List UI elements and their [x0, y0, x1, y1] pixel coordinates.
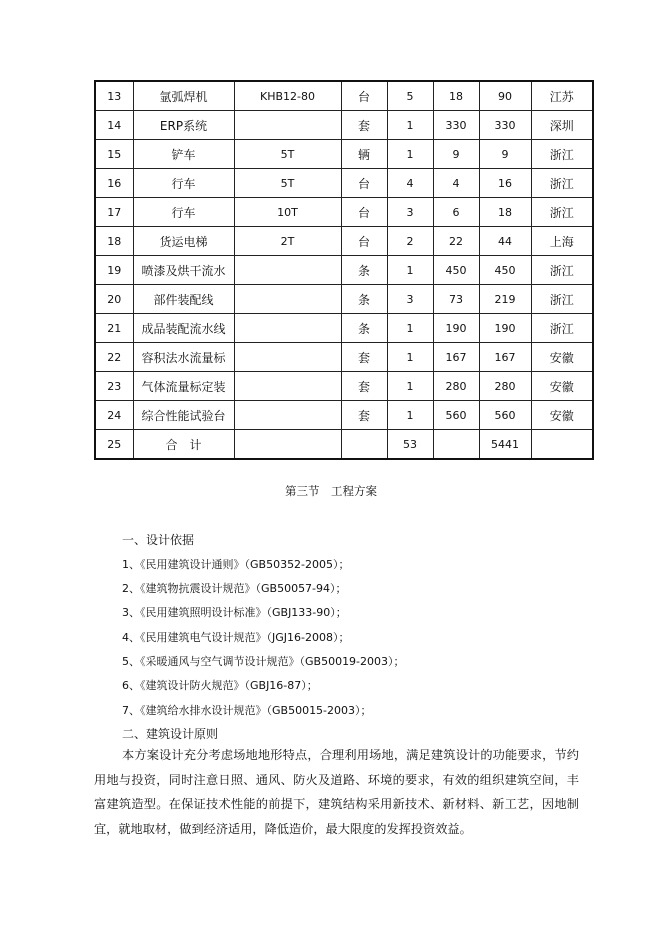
unit-cell: 套: [341, 343, 387, 372]
table-row: [95, 227, 593, 256]
unit-cell: 套: [341, 401, 387, 430]
unit-price-cell: 167: [433, 343, 479, 372]
spec-cell: [234, 285, 341, 314]
origin-cell: 浙江: [531, 140, 593, 169]
quantity-cell: 1: [387, 140, 433, 169]
unit-price-cell: 9: [433, 140, 479, 169]
row-number-cell: 15: [95, 140, 133, 169]
total-price-cell: 330: [479, 111, 531, 140]
table-row: [95, 343, 593, 372]
table-row: [95, 111, 593, 140]
spec-cell: [234, 343, 341, 372]
total-price-cell: 5441: [479, 430, 531, 460]
total-price-cell: 219: [479, 285, 531, 314]
equipment-name-cell: 综合性能试验台: [133, 401, 234, 430]
design-principle-heading: 二、建筑设计原则: [122, 727, 219, 741]
total-price-cell: 9: [479, 140, 531, 169]
unit-price-cell: 330: [433, 111, 479, 140]
unit-cell: 台: [341, 198, 387, 227]
unit-cell: 台: [341, 227, 387, 256]
total-price-cell: 90: [479, 81, 531, 111]
reference-item: 5、《采暖通风与空气调节设计规范》（GB50019-2003）；: [122, 655, 405, 668]
origin-cell: 浙江: [531, 198, 593, 227]
equipment-name-cell: 气体流量标定装: [133, 372, 234, 401]
unit-price-cell: 22: [433, 227, 479, 256]
reference-item: 4、《民用建筑电气设计规范》（JGJ16-2008）；: [122, 631, 350, 644]
spec-cell: 2T: [234, 227, 341, 256]
spec-cell: KHB12-80: [234, 81, 341, 111]
quantity-cell: 1: [387, 111, 433, 140]
total-price-cell: 167: [479, 343, 531, 372]
unit-price-cell: 280: [433, 372, 479, 401]
origin-cell: 浙江: [531, 169, 593, 198]
spec-cell: [234, 430, 341, 460]
spec-cell: 5T: [234, 140, 341, 169]
quantity-cell: 1: [387, 372, 433, 401]
row-number-cell: 14: [95, 111, 133, 140]
spec-cell: [234, 111, 341, 140]
origin-cell: 安徽: [531, 372, 593, 401]
unit-price-cell: [433, 430, 479, 460]
equipment-name-cell: 容积法水流量标: [133, 343, 234, 372]
quantity-cell: 1: [387, 401, 433, 430]
design-basis-heading: 一、设计依据: [122, 533, 195, 547]
table-row: [95, 314, 593, 343]
table-row: [95, 81, 593, 111]
unit-cell: [341, 430, 387, 460]
quantity-cell: 3: [387, 198, 433, 227]
unit-price-cell: 18: [433, 81, 479, 111]
row-number-cell: 23: [95, 372, 133, 401]
equipment-name-cell: 行车: [133, 169, 234, 198]
unit-price-cell: 73: [433, 285, 479, 314]
origin-cell: [531, 430, 593, 460]
origin-cell: 深圳: [531, 111, 593, 140]
unit-cell: 辆: [341, 140, 387, 169]
equipment-name-cell: 行车: [133, 198, 234, 227]
origin-cell: 安徽: [531, 343, 593, 372]
row-number-cell: 24: [95, 401, 133, 430]
spec-cell: [234, 256, 341, 285]
row-number-cell: 25: [95, 430, 133, 460]
quantity-cell: 4: [387, 169, 433, 198]
reference-item: 1、《民用建筑设计通则》（GB50352-2005）；: [122, 558, 350, 571]
total-price-cell: 280: [479, 372, 531, 401]
unit-cell: 条: [341, 256, 387, 285]
unit-price-cell: 560: [433, 401, 479, 430]
total-price-cell: 560: [479, 401, 531, 430]
quantity-cell: 3: [387, 285, 433, 314]
quantity-cell: 1: [387, 343, 433, 372]
equipment-name-cell: 成品装配流水线: [133, 314, 234, 343]
origin-cell: 浙江: [531, 256, 593, 285]
row-number-cell: 22: [95, 343, 133, 372]
origin-cell: 安徽: [531, 401, 593, 430]
table-row: [95, 285, 593, 314]
equipment-name-cell: 氩弧焊机: [133, 81, 234, 111]
design-principle-paragraph: 本方案设计充分考虑场地地形特点，合理利用场地，满足建筑设计的功能要求，节约用地与投资，同时注意日照、通风、防火及道路、环境的要求，有效的组织建筑空间，丰富建筑造型。在保证技术性能的前提下，建筑结构采用新技术、新材料、新工艺，因地制宜，就地取材，做到经济适用，降低造价，最大限度的发挥投资效益。: [94, 748, 579, 836]
section-title: 第三节 工程方案: [285, 484, 377, 498]
equipment-name-cell: ERP系统: [133, 111, 234, 140]
total-price-cell: 18: [479, 198, 531, 227]
equipment-name-cell: 铲车: [133, 140, 234, 169]
equipment-name-cell: 货运电梯: [133, 227, 234, 256]
reference-item: 2、《建筑物抗震设计规范》（GB50057-94）；: [122, 582, 347, 595]
spec-cell: 10T: [234, 198, 341, 227]
table-row: [95, 198, 593, 227]
unit-cell: 套: [341, 372, 387, 401]
equipment-name-cell: 部件装配线: [133, 285, 234, 314]
table-row: [95, 401, 593, 430]
row-number-cell: 21: [95, 314, 133, 343]
row-number-cell: 13: [95, 81, 133, 111]
equipment-name-cell: 喷漆及烘干流水: [133, 256, 234, 285]
table-row: [95, 430, 593, 460]
spec-cell: [234, 401, 341, 430]
origin-cell: 江苏: [531, 81, 593, 111]
total-price-cell: 190: [479, 314, 531, 343]
origin-cell: 浙江: [531, 314, 593, 343]
spec-cell: [234, 314, 341, 343]
equipment-table: [94, 80, 594, 460]
unit-price-cell: 4: [433, 169, 479, 198]
row-number-cell: 18: [95, 227, 133, 256]
unit-cell: 条: [341, 314, 387, 343]
origin-cell: 上海: [531, 227, 593, 256]
quantity-cell: 1: [387, 256, 433, 285]
unit-cell: 台: [341, 81, 387, 111]
unit-price-cell: 450: [433, 256, 479, 285]
unit-cell: 套: [341, 111, 387, 140]
spec-cell: [234, 372, 341, 401]
row-number-cell: 19: [95, 256, 133, 285]
reference-item: 3、《民用建筑照明设计标准》（GBJ133-90）；: [122, 606, 347, 619]
row-number-cell: 20: [95, 285, 133, 314]
table-row: [95, 140, 593, 169]
unit-price-cell: 6: [433, 198, 479, 227]
total-price-cell: 44: [479, 227, 531, 256]
origin-cell: 浙江: [531, 285, 593, 314]
total-price-cell: 450: [479, 256, 531, 285]
reference-item: 6、《建筑设计防火规范》（GBJ16-87）；: [122, 679, 318, 692]
unit-price-cell: 190: [433, 314, 479, 343]
equipment-table-body: [95, 81, 593, 459]
quantity-cell: 1: [387, 314, 433, 343]
unit-cell: 条: [341, 285, 387, 314]
row-number-cell: 16: [95, 169, 133, 198]
table-row: [95, 256, 593, 285]
table-row: [95, 169, 593, 198]
total-price-cell: 16: [479, 169, 531, 198]
quantity-cell: 2: [387, 227, 433, 256]
spec-cell: 5T: [234, 169, 341, 198]
reference-item: 7、《建筑给水排水设计规范》（GB50015-2003）；: [122, 704, 372, 717]
row-number-cell: 17: [95, 198, 133, 227]
table-row: [95, 372, 593, 401]
quantity-cell: 5: [387, 81, 433, 111]
unit-cell: 台: [341, 169, 387, 198]
equipment-name-cell: 合 计: [133, 430, 234, 460]
quantity-cell: 53: [387, 430, 433, 460]
